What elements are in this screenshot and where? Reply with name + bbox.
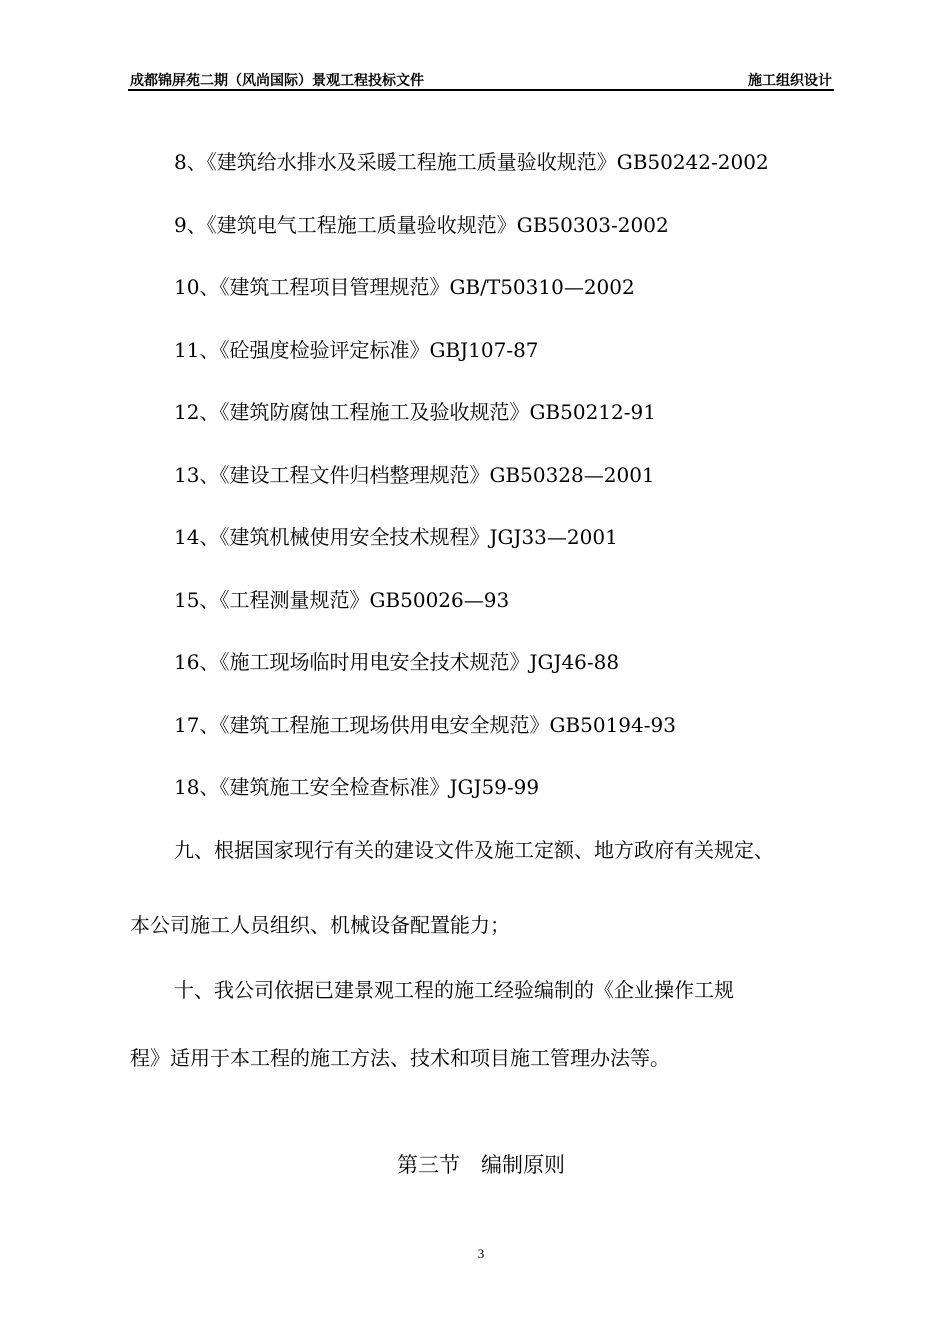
paragraph-ten-line1: 十、我公司依据已建景观工程的施工经验编制的《企业操作工规: [174, 978, 734, 1002]
header-document-title: 成都锦屏苑二期（风尚国际）景观工程投标文件: [130, 73, 424, 89]
header-section-title: 施工组织设计: [748, 73, 832, 89]
header-rule: [128, 89, 834, 91]
list-item: 8、《建筑给水排水及采暖工程施工质量验收规范》GB50242-2002: [174, 150, 769, 174]
list-item: 13、《建设工程文件归档整理规范》GB50328—2001: [174, 463, 655, 487]
paragraph-nine-line2: 本公司施工人员组织、机械设备配置能力；: [130, 913, 510, 937]
list-item: 11、《砼强度检验评定标准》GBJ107-87: [174, 338, 539, 362]
list-item: 15、《工程测量规范》GB50026—93: [174, 588, 510, 612]
list-item: 16、《施工现场临时用电安全技术规范》JGJ46-88: [174, 650, 620, 674]
paragraph-ten-line2: 程》适用于本工程的施工方法、技术和项目施工管理办法等。: [130, 1046, 670, 1070]
paragraph-nine-line1: 九、根据国家现行有关的建设文件及施工定额、地方政府有关规定、: [174, 838, 774, 862]
list-item: 18、《建筑施工安全检查标准》JGJ59-99: [174, 775, 540, 799]
list-item: 14、《建筑机械使用安全技术规程》JGJ33—2001: [174, 525, 618, 549]
list-item: 17、《建筑工程施工现场供用电安全规范》GB50194-93: [174, 713, 676, 737]
section-heading: 第三节 编制原则: [397, 1153, 565, 1177]
list-item: 9、《建筑电气工程施工质量验收规范》GB50303-2002: [174, 213, 669, 237]
list-item: 10、《建筑工程项目管理规范》GB/T50310—2002: [174, 275, 635, 299]
page-number: 3: [477, 1246, 485, 1261]
list-item: 12、《建筑防腐蚀工程施工及验收规范》GB50212-91: [174, 400, 656, 424]
